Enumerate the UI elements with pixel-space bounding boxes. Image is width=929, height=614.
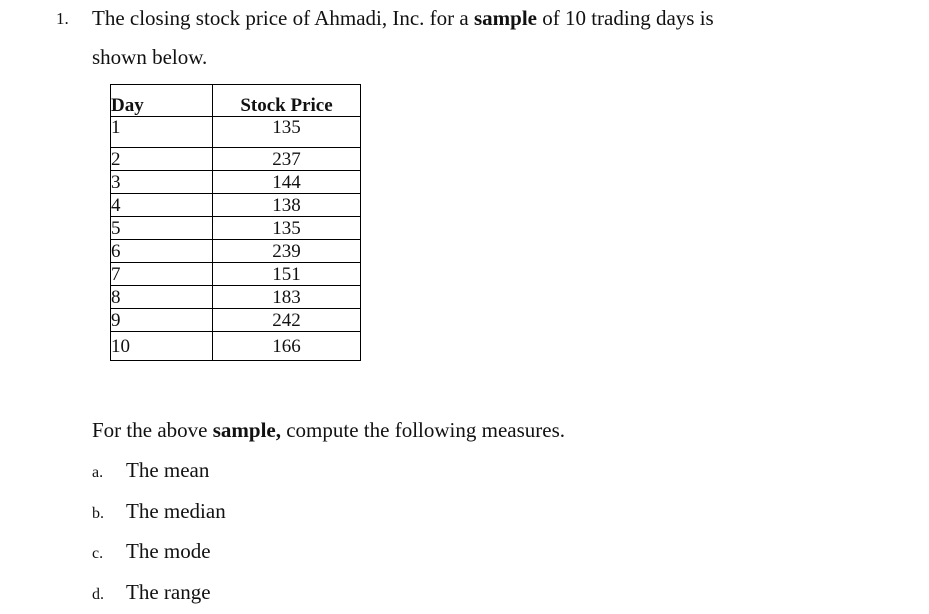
table-row [111, 263, 361, 286]
column-header-day: Day [111, 85, 213, 117]
table-row [111, 117, 361, 148]
table-row [111, 217, 361, 240]
price-cell: 144 [213, 171, 361, 194]
question-text-line-1 [92, 6, 714, 31]
item-letter: d. [92, 586, 104, 603]
price-cell: 237 [213, 148, 361, 171]
instructions-after: compute the following measures. [280, 418, 565, 442]
day-cell: 2 [111, 148, 213, 171]
day-cell: 7 [111, 263, 213, 286]
price-cell: 183 [213, 286, 361, 309]
table-row [111, 332, 361, 361]
price-cell: 135 [213, 117, 361, 148]
day-cell: 4 [111, 194, 213, 217]
question-number: 1. [56, 9, 69, 28]
table-header-row [111, 85, 361, 117]
table-row [111, 194, 361, 217]
day-cell: 8 [111, 286, 213, 309]
table-row [111, 240, 361, 263]
table-row [111, 286, 361, 309]
question-text-after: of 10 trading days is [536, 6, 714, 30]
list-item-mode [92, 539, 211, 564]
item-letter: c. [92, 545, 104, 562]
price-cell: 135 [213, 217, 361, 240]
table-row [111, 309, 361, 332]
item-text: The median [126, 499, 226, 523]
question-text-line-2: shown below. [92, 45, 208, 69]
instructions-text [92, 418, 565, 443]
item-letter: b. [92, 505, 104, 522]
price-cell: 151 [213, 263, 361, 286]
item-text: The range [126, 580, 211, 604]
list-item-mean [92, 458, 209, 483]
list-item-median [92, 499, 226, 524]
price-cell: 138 [213, 194, 361, 217]
day-cell: 5 [111, 217, 213, 240]
list-item-range [92, 580, 211, 605]
item-letter: a. [92, 464, 104, 481]
column-header-stock-price: Stock Price [213, 85, 361, 117]
day-cell: 3 [111, 171, 213, 194]
question-text-bold: sample [473, 6, 537, 30]
day-cell: 1 [111, 117, 213, 148]
day-cell: 9 [111, 309, 213, 332]
question-text-before: The closing stock price of Ahmadi, Inc. for a [92, 6, 474, 30]
instructions-bold: sample, [212, 418, 281, 442]
stock-price-table [110, 84, 361, 361]
instructions-before: For the above [92, 418, 213, 442]
price-cell: 239 [213, 240, 361, 263]
item-text: The mode [126, 539, 211, 563]
table-row [111, 148, 361, 171]
table-row [111, 171, 361, 194]
day-cell: 10 [111, 332, 213, 361]
price-cell: 242 [213, 309, 361, 332]
price-cell: 166 [213, 332, 361, 361]
item-text: The mean [126, 458, 210, 482]
day-cell: 6 [111, 240, 213, 263]
